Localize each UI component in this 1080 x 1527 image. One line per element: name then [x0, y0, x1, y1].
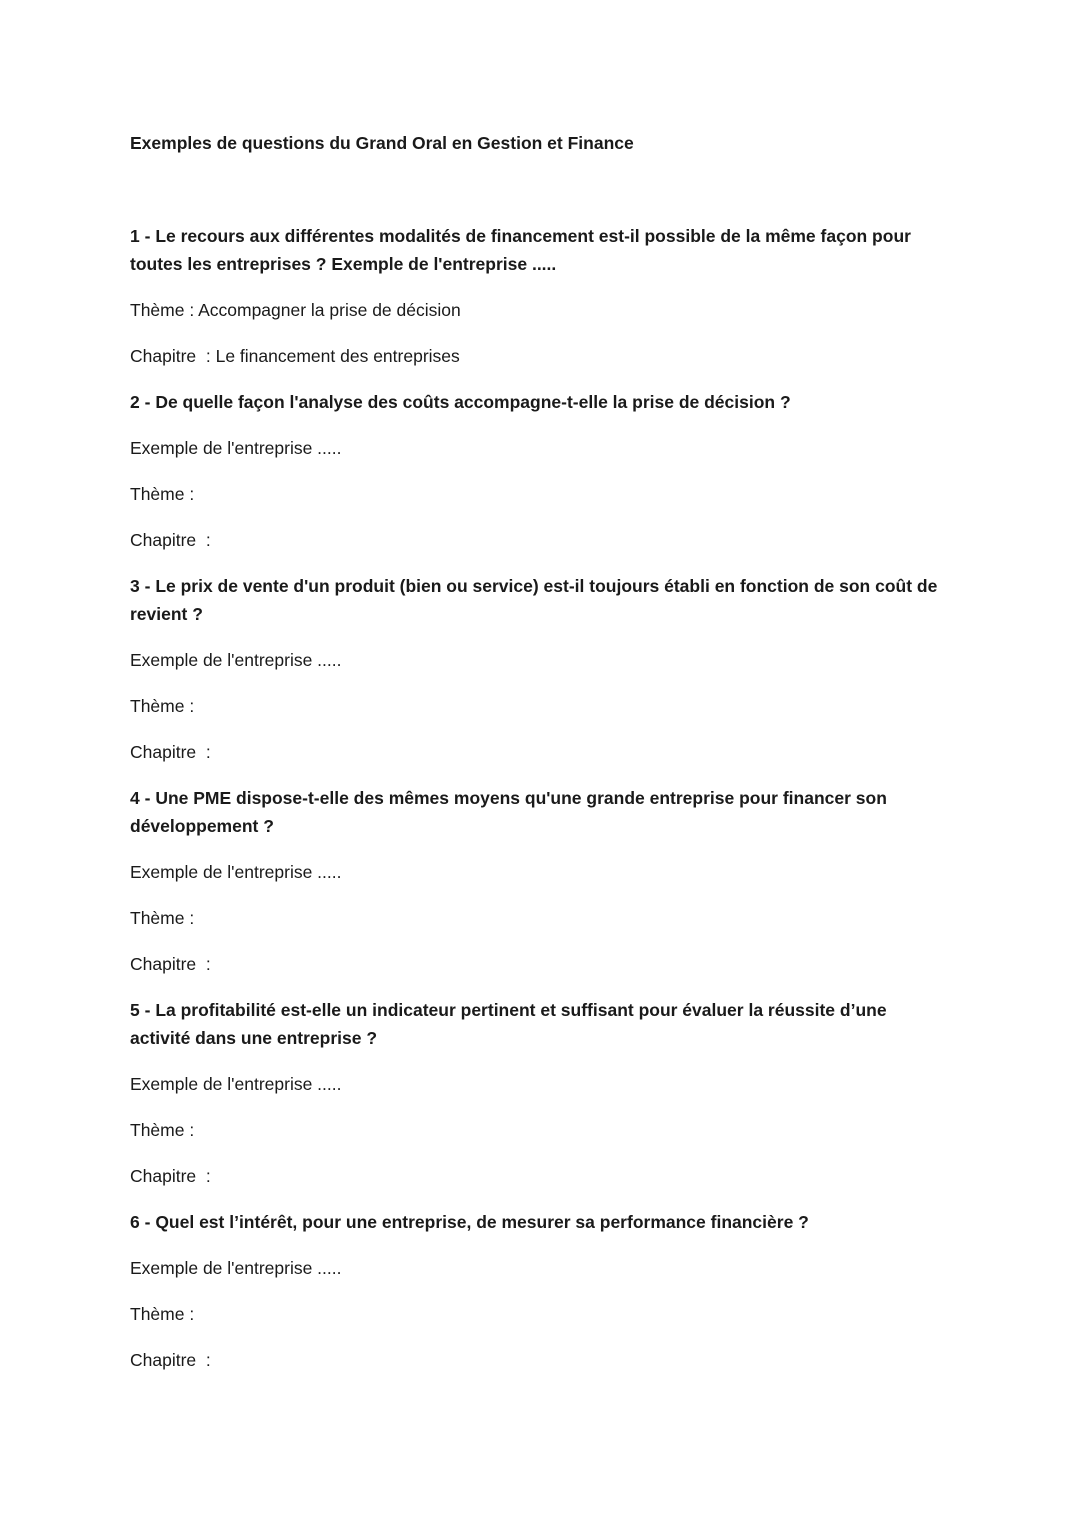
- question-number: 4 -: [130, 788, 151, 808]
- theme-line: Thème : Accompagner la prise de décision: [130, 300, 461, 320]
- theme-line: Thème :: [130, 1304, 195, 1324]
- example-line: Exemple de l'entreprise .....: [130, 650, 342, 670]
- example-line: Exemple de l'entreprise .....: [130, 438, 342, 458]
- example-line: Exemple de l'entreprise .....: [130, 1074, 342, 1094]
- question-text: De quelle façon l'analyse des coûts accompagne-t-elle la prise de décision ?: [155, 392, 791, 412]
- question-number: 5 -: [130, 1000, 151, 1020]
- theme-line: Thème :: [130, 484, 195, 504]
- example-line: Exemple de l'entreprise .....: [130, 862, 342, 882]
- question-3: [130, 572, 940, 628]
- example-line: Exemple de l'entreprise .....: [130, 1258, 342, 1278]
- chapter-line: Chapitre :: [130, 1350, 211, 1370]
- document-title: Exemples de questions du Grand Oral en Gestion et Finance: [130, 133, 634, 153]
- question-number: 3 -: [130, 576, 151, 596]
- question-4: [130, 784, 940, 840]
- question-block-6: [130, 1208, 940, 1374]
- question-text: Le prix de vente d'un produit (bien ou service) est-il toujours établi en fonction de son coût de revient ?: [130, 576, 938, 624]
- question-number: 1 -: [130, 226, 151, 246]
- question-block-1: [130, 222, 940, 370]
- question-number: 2 -: [130, 392, 151, 412]
- chapter-line: Chapitre :: [130, 1166, 211, 1186]
- theme-line: Thème :: [130, 1120, 195, 1140]
- chapter-line: Chapitre :: [130, 954, 211, 974]
- question-5: [130, 996, 940, 1052]
- chapter-line: Chapitre :: [130, 742, 211, 762]
- question-block-4: [130, 784, 940, 978]
- chapter-line: Chapitre : Le financement des entreprises: [130, 346, 460, 366]
- question-text: La profitabilité est-elle un indicateur pertinent et suffisant pour évaluer la réussite d’une activité dans une entreprise ?: [130, 1000, 887, 1048]
- question-2: [130, 388, 940, 416]
- chapter-line: Chapitre :: [130, 530, 211, 550]
- question-1: [130, 222, 940, 278]
- question-block-5: [130, 996, 940, 1190]
- theme-line: Thème :: [130, 908, 195, 928]
- question-text: Quel est l’intérêt, pour une entreprise, de mesurer sa performance financière ?: [155, 1212, 809, 1232]
- question-text: Le recours aux différentes modalités de financement est-il possible de la même façon pour toutes les entreprises ? Exemple de l'entreprise .....: [130, 226, 911, 274]
- question-6: [130, 1208, 940, 1236]
- question-block-3: [130, 572, 940, 766]
- question-number: 6 -: [130, 1212, 151, 1232]
- question-block-2: [130, 388, 940, 554]
- question-text: Une PME dispose-t-elle des mêmes moyens qu'une grande entreprise pour financer son développement ?: [130, 788, 887, 836]
- theme-line: Thème :: [130, 696, 195, 716]
